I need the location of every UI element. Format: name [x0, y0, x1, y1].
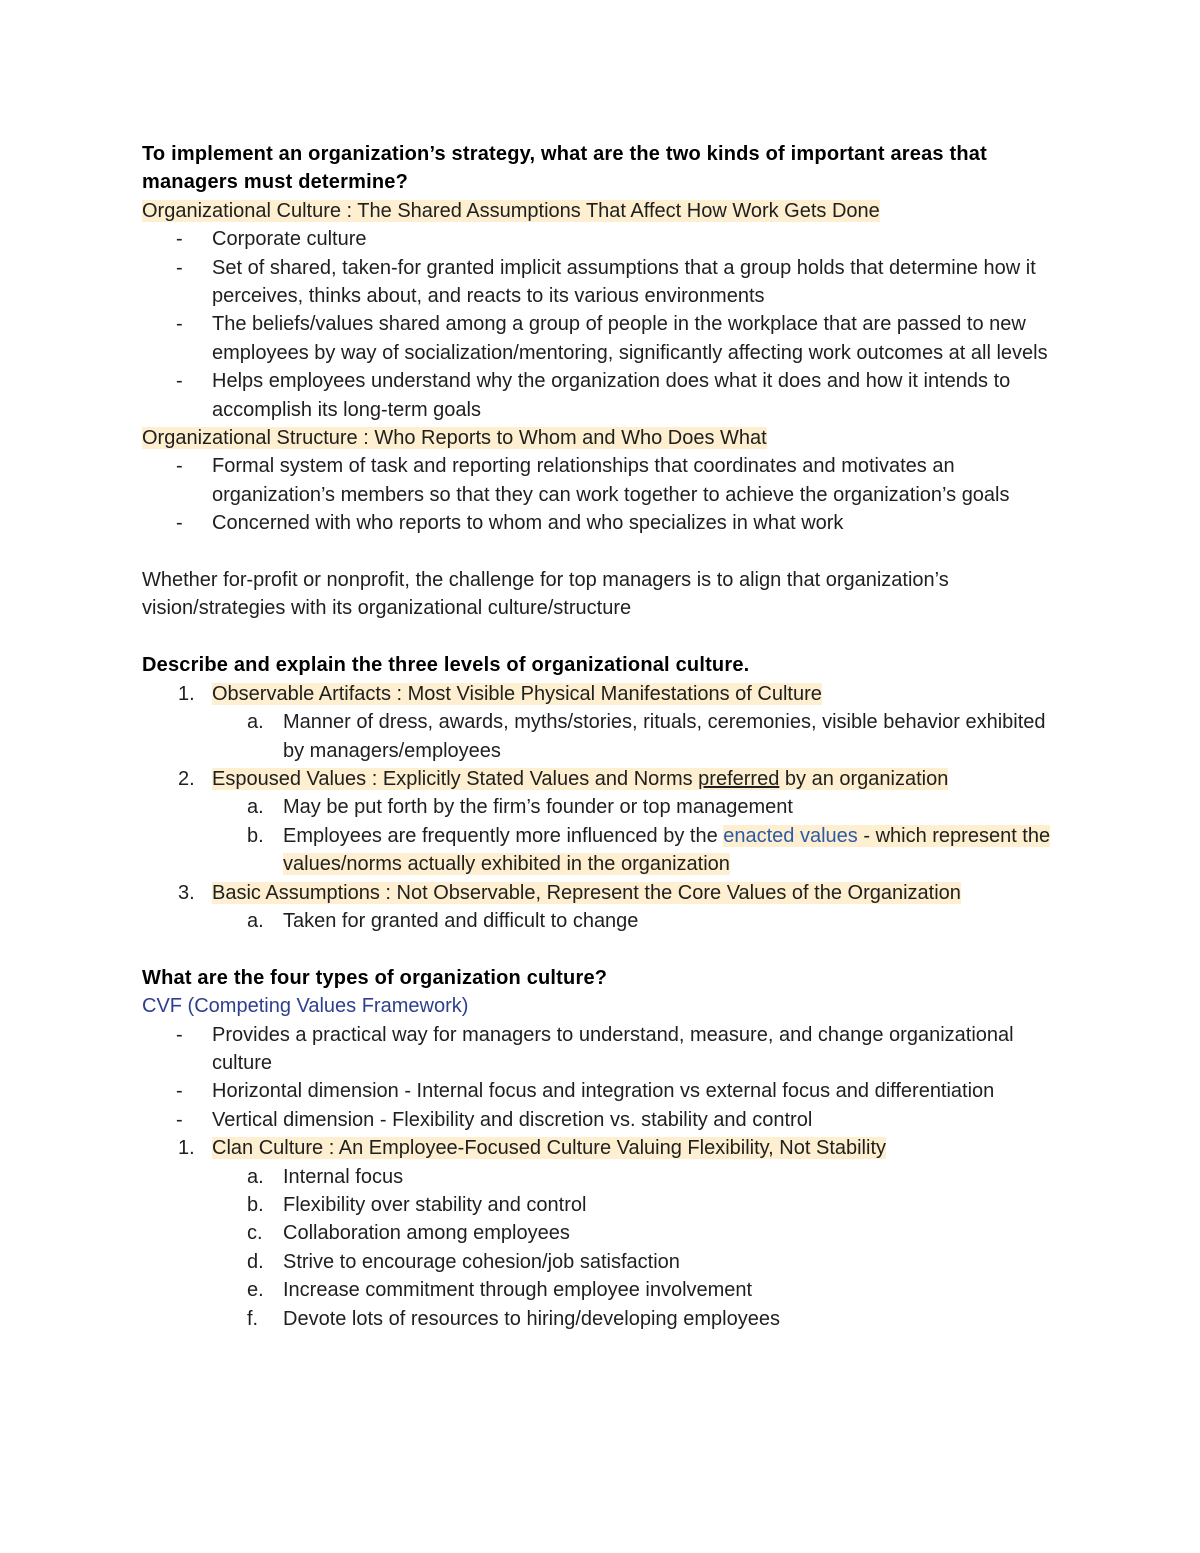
letter-marker: a.	[247, 909, 264, 932]
sub-item	[142, 793, 1072, 821]
sub-item-text: Employees are frequently more influenced by the	[283, 824, 724, 847]
structure-points-list	[142, 452, 1072, 537]
letter-marker: e.	[247, 1279, 264, 1302]
number-marker: 1.	[178, 682, 195, 705]
dash-marker: -	[176, 1108, 183, 1131]
number-marker: 2.	[178, 767, 195, 790]
culture-type-title: Clan Culture : An Employee-Focused Culture Valuing Flexibility, Not Stability	[212, 1137, 887, 1160]
summary-paragraph: Whether for-profit or nonprofit, the challenge for top managers is to align that organization’s vision/strategies with its organizational culture/structure	[142, 569, 949, 620]
framework-points-list	[142, 1021, 1072, 1135]
list-item	[142, 1021, 1072, 1078]
list-item-text: Helps employees understand why the organization does what it does and how it intends to accomplish its long-term goals	[212, 370, 1011, 421]
dash-marker: -	[176, 1023, 183, 1046]
level-title	[212, 768, 948, 790]
sub-item-text: - which represent the values/norms actually exhibited in the organization	[283, 824, 1051, 876]
list-item	[142, 254, 1072, 311]
sub-item	[142, 1163, 1072, 1191]
list-item	[142, 1077, 1072, 1105]
sub-item-text: Devote lots of resources to hiring/developing employees	[283, 1307, 780, 1330]
letter-marker: d.	[247, 1250, 264, 1273]
sub-item-text: Manner of dress, awards, myths/stories, rituals, ceremonies, visible behavior exhibited by managers/employees	[283, 711, 1046, 762]
culture-types-list	[142, 1134, 1072, 1162]
list-item-text: Provides a practical way for managers to understand, measure, and change organizational culture	[212, 1023, 1014, 1074]
sub-item	[142, 708, 1072, 765]
level-3-subs	[142, 907, 1072, 935]
culture-points-list	[142, 225, 1072, 424]
culture-type-item	[142, 1134, 1072, 1162]
culture-heading-text: Organizational Culture : The Shared Assumptions That Affect How Work Gets Done	[142, 199, 880, 222]
framework-heading: CVF (Competing Values Framework)	[142, 995, 469, 1018]
sub-item	[142, 1276, 1072, 1304]
dash-marker: -	[176, 313, 183, 336]
list-item-text: Formal system of task and reporting relationships that coordinates and motivates an organization’s members so that they can work together to achieve the organization’s goals	[212, 455, 1010, 506]
dash-marker: -	[176, 1080, 183, 1103]
letter-marker: f.	[247, 1307, 259, 1330]
question-2: Describe and explain the three levels of organizational culture.	[142, 654, 750, 677]
list-item-text: Set of shared, taken-for granted implicit assumptions that a group holds that determine how it perceives, thinks about, and reacts to its various environments	[212, 256, 1036, 308]
dash-marker: -	[176, 455, 183, 478]
sub-item-text: Taken for granted and difficult to change	[283, 909, 639, 932]
levels-list	[142, 879, 1072, 907]
sub-item	[142, 1305, 1072, 1333]
sub-item-text: Collaboration among employees	[283, 1222, 570, 1245]
letter-marker: a.	[247, 1165, 264, 1188]
level-2-subs	[142, 793, 1072, 878]
sub-item-text: Increase commitment through employee involvement	[283, 1279, 753, 1302]
structure-heading-text: Organizational Structure : Who Reports to Whom and Who Does What	[142, 427, 767, 450]
sub-item	[142, 1248, 1072, 1276]
list-item	[142, 509, 1072, 537]
sub-item-text: May be put forth by the firm’s founder or top management	[283, 796, 793, 819]
question-3: What are the four types of organization culture?	[142, 966, 608, 989]
letter-marker: b.	[247, 824, 264, 847]
sub-item-text: Flexibility over stability and control	[283, 1193, 587, 1216]
level-item	[142, 879, 1072, 907]
document-body	[142, 140, 1072, 1333]
sub-item	[142, 1191, 1072, 1219]
level-title: Basic Assumptions : Not Observable, Represent the Core Values of the Organization	[212, 881, 961, 904]
structure-heading	[142, 424, 1072, 452]
dash-marker: -	[176, 370, 183, 393]
level-title-part: by an organization	[779, 767, 949, 790]
dash-marker: -	[176, 228, 183, 251]
dash-marker: -	[176, 512, 183, 535]
list-item	[142, 225, 1072, 253]
levels-list	[142, 765, 1072, 793]
sub-item	[142, 1219, 1072, 1247]
list-item	[142, 452, 1072, 509]
enacted-values-term: enacted values	[723, 824, 858, 847]
number-marker: 1.	[178, 1137, 195, 1160]
list-item	[142, 1106, 1072, 1134]
spacer	[142, 538, 1072, 566]
number-marker: 3.	[178, 881, 195, 904]
spacer	[142, 623, 1072, 651]
level-1-subs	[142, 708, 1072, 765]
culture-heading	[142, 197, 1072, 225]
letter-marker: a.	[247, 796, 264, 819]
spacer	[142, 935, 1072, 963]
level-item	[142, 680, 1072, 708]
level-title-part: Espoused Values : Explicitly Stated Values and Norms	[212, 767, 699, 790]
letter-marker: b.	[247, 1193, 264, 1216]
sub-item	[142, 907, 1072, 935]
list-item-text: Corporate culture	[212, 228, 367, 251]
list-item	[142, 310, 1072, 367]
dash-marker: -	[176, 256, 183, 279]
level-title: Observable Artifacts : Most Visible Physical Manifestations of Culture	[212, 682, 822, 705]
sub-item-text: Strive to encourage cohesion/job satisfaction	[283, 1250, 680, 1273]
letter-marker: a.	[247, 711, 264, 734]
list-item	[142, 367, 1072, 424]
list-item-text: The beliefs/values shared among a group of people in the workplace that are passed to new employees by way of socialization/mentoring, significantly affecting work outcomes at all levels	[212, 313, 1048, 364]
list-item-text: Vertical dimension - Flexibility and discretion vs. stability and control	[212, 1108, 813, 1131]
level-item	[142, 765, 1072, 793]
clan-culture-subs	[142, 1163, 1072, 1333]
levels-list	[142, 680, 1072, 708]
list-item-text: Concerned with who reports to whom and who specializes in what work	[212, 512, 844, 535]
question-1: To implement an organization’s strategy, what are the two kinds of important areas that managers must determine?	[142, 143, 987, 194]
list-item-text: Horizontal dimension - Internal focus and integration vs external focus and differentiation	[212, 1080, 995, 1103]
sub-item	[142, 822, 1072, 879]
letter-marker: c.	[247, 1222, 263, 1245]
sub-item-text: Internal focus	[283, 1165, 404, 1188]
underlined-word: preferred	[698, 767, 780, 790]
